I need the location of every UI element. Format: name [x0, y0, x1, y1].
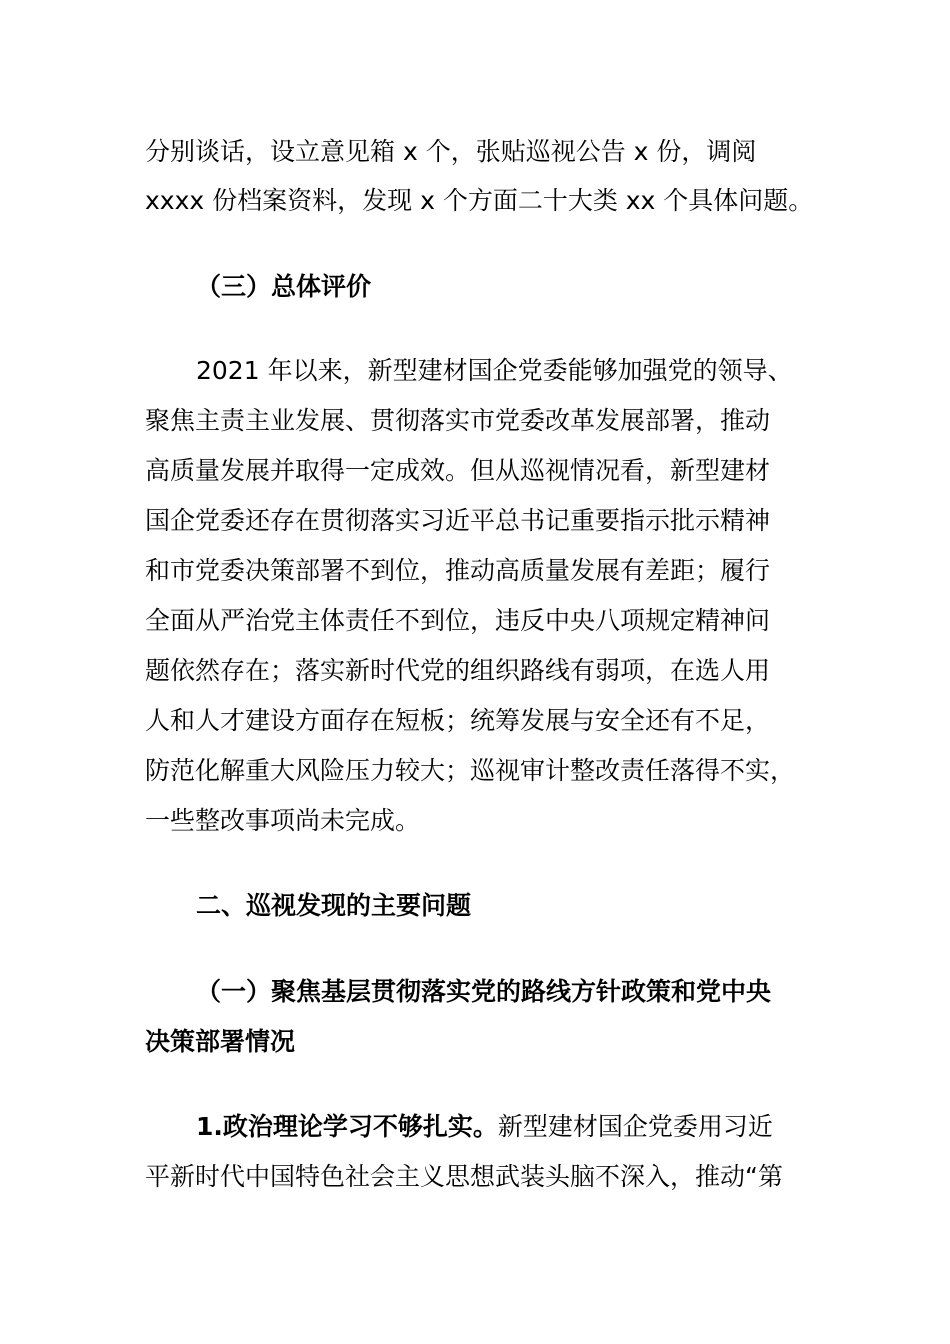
body-text-line: 防范化解重大风险压力较大；巡视审计整改责任落得不实， [145, 756, 796, 785]
body-text-line: 平新时代中国特色社会主义思想武装头脑不深入，推动“第 [145, 1162, 783, 1191]
item-1-title: 1.政治理论学习不够扎实。 [196, 1112, 498, 1141]
body-text-line: 全面从严治党主体责任不到位，违反中央八项规定精神问 [145, 606, 771, 635]
subsection-heading-line: （一）聚焦基层贯彻落实党的路线方针政策和党中央 [196, 977, 772, 1006]
body-text-line: 国企党委还存在贯彻落实习近平总书记重要指示批示精神 [145, 506, 771, 535]
section-heading-overall-evaluation: （三）总体评价 [196, 272, 372, 301]
body-text-line: 高质量发展并取得一定成效。但从巡视情况看，新型建材 [145, 456, 771, 485]
body-text-line: 2021 年以来，新型建材国企党委能够加强党的领导、 [196, 356, 793, 385]
body-text-line: 和市党委决策部署不到位，推动高质量发展有差距；履行 [145, 556, 771, 585]
section-heading-main-problems: 二、巡视发现的主要问题 [196, 891, 472, 920]
body-text-line: 题依然存在；落实新时代党的组织路线有弱项，在选人用 [145, 656, 771, 685]
body-text-line: 聚焦主责主业发展、贯彻落实市党委改革发展部署，推动 [145, 406, 771, 435]
body-text-line: 人和人才建设方面存在短板；统筹发展与安全还有不足， [145, 706, 771, 735]
item-1-line [196, 1112, 773, 1142]
subsection-heading-line: 决策部署情况 [145, 1027, 296, 1056]
body-text-line: 一些整改事项尚未完成。 [145, 806, 421, 835]
body-text-line: xxxx 份档案资料，发现 x 个方面二十大类 xx 个具体问题。 [145, 186, 814, 215]
item-1-text: 新型建材国企党委用习近 [497, 1112, 773, 1141]
body-text-line: 分别谈话，设立意见箱 x 个，张贴巡视公告 x 份，调阅 [145, 137, 757, 166]
